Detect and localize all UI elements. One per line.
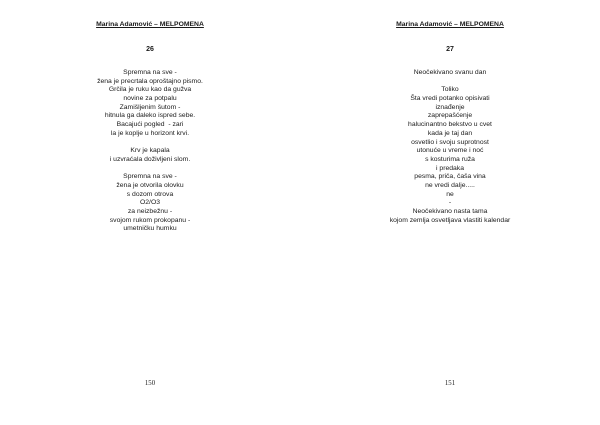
poem-line: iznađenje bbox=[435, 103, 465, 111]
right-page bbox=[300, 0, 600, 425]
poem-line: kada je taj dan bbox=[427, 129, 473, 137]
poem-line: Krv je kapala bbox=[130, 147, 170, 155]
running-head-text: Marina Adamović – MELPOMENA bbox=[396, 21, 504, 28]
stanza-break bbox=[0, 139, 300, 148]
poem-line: hitnula ga daleko ispred sebe. bbox=[104, 112, 196, 120]
poem-line: i predaka bbox=[436, 164, 464, 172]
poem-line: svojom rukom prokopanu - bbox=[109, 216, 191, 224]
poem-line: Šta vredi potanko opisivati bbox=[410, 95, 490, 103]
poem-line: ne vredi dalje..... bbox=[425, 181, 475, 189]
poem-line: žena je precrtala oproštajno pismo. bbox=[97, 77, 203, 85]
poem-line: Grčila je ruku kao da gužva bbox=[108, 86, 192, 94]
poem-line: Zamišljenim šutom - bbox=[119, 103, 181, 111]
running-head bbox=[0, 21, 300, 28]
poem-text bbox=[300, 69, 600, 225]
poem-line: Neočekivano nasta tama bbox=[412, 208, 488, 215]
poem-line: za neizbežnu - bbox=[127, 208, 173, 215]
poem-line: la je koplje u horizont krvi. bbox=[110, 129, 190, 137]
poem-line: Neočekivano svanu dan bbox=[413, 69, 487, 76]
poem-line: O2/O3 bbox=[139, 199, 161, 207]
poem-line: kojom zemlja osvetljava vlastiti kalendar bbox=[389, 216, 511, 224]
poem-line: umetničku humku bbox=[123, 225, 177, 233]
poem-line: halucinantno bekstvo u cvet bbox=[408, 121, 492, 129]
running-head-text: Marina Adamović – MELPOMENA bbox=[96, 21, 204, 28]
poem-line: osvetlio i svoju suprotnost bbox=[411, 138, 489, 146]
page-number: 151 bbox=[444, 380, 456, 387]
poem-text bbox=[0, 69, 300, 234]
poem-line: i uzvraćala doživljeni slom. bbox=[109, 155, 191, 163]
poem-line: s dozom otrova bbox=[126, 190, 174, 198]
poem-line: ne bbox=[446, 190, 454, 198]
poem-number: 26 bbox=[146, 46, 154, 53]
poem-line: Bacajući pogled - zari bbox=[116, 121, 184, 129]
poem-line: Toliko bbox=[441, 86, 459, 94]
page-number: 150 bbox=[144, 380, 156, 387]
poem-line: Spremna na sve - bbox=[123, 173, 177, 181]
running-head bbox=[300, 21, 600, 28]
poem-line: utonuće u vreme i noć bbox=[416, 147, 484, 155]
poem-line: žena je otvorila olovku bbox=[116, 181, 184, 189]
stanza-break bbox=[300, 78, 600, 87]
poem-line: Spremna na sve - bbox=[123, 69, 177, 76]
poem-line: s kosturima ruža bbox=[425, 155, 475, 163]
poem-number: 27 bbox=[446, 46, 454, 53]
poem-line: - bbox=[448, 199, 452, 207]
poem-line: zaprepašćenje bbox=[427, 112, 473, 120]
poem-line: pesma, priča, čaša vina bbox=[414, 173, 486, 181]
stanza-break bbox=[0, 165, 300, 174]
poem-line: novine za potpalu bbox=[123, 95, 177, 103]
